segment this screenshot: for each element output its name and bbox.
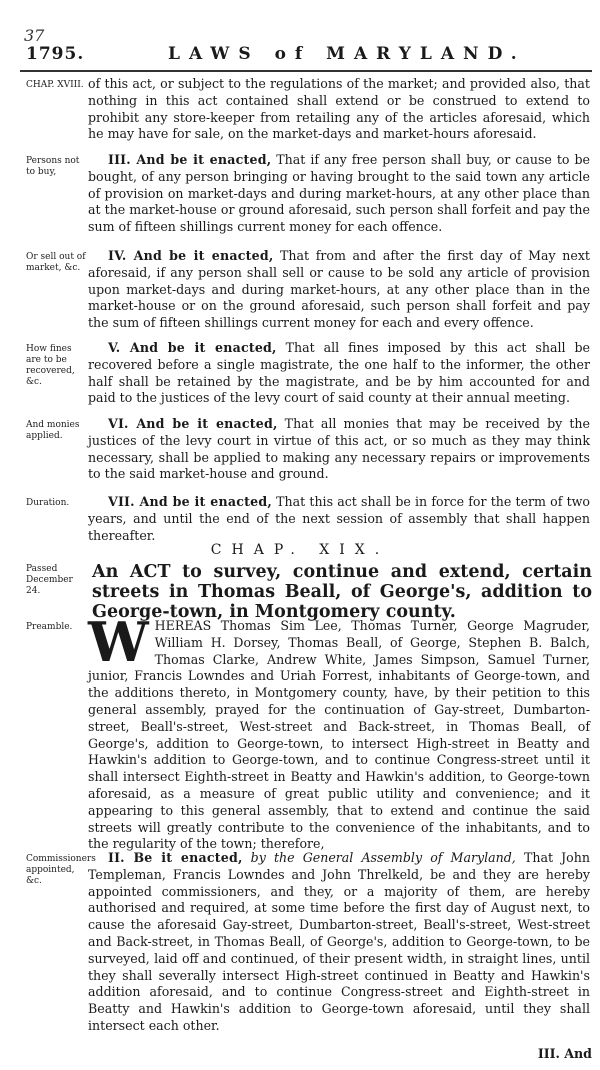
section-text: That if any free person shall buy, or cause to be bought, of any person bringing or having brought to the said town any article of provision on market-days and during market-hours, at any other place than at the market-house or ground aforesaid, such person shall forfeit and pay the sum of fifteen shillings current money for each offence.: [88, 152, 590, 235]
preamble-body: [88, 610, 590, 853]
handwritten-page-number: 37: [24, 26, 45, 45]
preamble-text: HEREAS Thomas Sim Lee, Thomas Turner, George Magruder, William H. Dorsey, Thomas Beall, of George, Stephen B. Balch, Thomas Clarke, Andrew White, James Simpson, Samuel Turner, junior, Francis Lowndes and Uriah Forrest, inhabitants of George-town, and the additions thereto, in Montgomery county, have, by their petition to this general assembly, prayed for the continuation of Gay-street, Dumbarton-street, Beall's-street, West-street and Back-street, in Thomas Beall, of George's, addition to George-town, to intersect High-street in Beatty and Hawkin's addition to George-town, and to continue Congress-street until it shall intersect Eighth-street in Beatty and Hawkin's addition, to George-town aforesaid, as a measure of great public utility and convenience; and it appearing to this general assembly, that to extend and continue the said streets will greatly contribute to the convenience of the inhabitants, and to the regularity of the town; therefore,: [88, 618, 590, 852]
side-note: CHAP. XVIII.: [26, 80, 84, 90]
section-body: [88, 494, 590, 544]
section-lead: VI. And be it enacted,: [108, 416, 278, 431]
side-note-commissioners: Commissioners appointed, &c.: [26, 854, 96, 886]
section-text: That all monies that may be received by the justices of the levy court in virtue of this act, or so much as they may think necessary, shall be applied to making any necessary repairs or improvements to the said market-house and ground.: [88, 416, 590, 482]
section-italic: by the General Assembly of Maryland,: [250, 850, 516, 865]
side-note-passed: Passed December 24.: [26, 564, 73, 596]
chapter-heading: CHAP. XIX.: [210, 542, 390, 558]
section-body: [88, 152, 590, 236]
year-label: 1795.: [26, 44, 85, 64]
act-title: An ACT to survey, continue and extend, certain streets in Thomas Beall, of George's, addition to George-town, in Montgomery county.: [92, 562, 592, 622]
catchword: III. And: [537, 1046, 592, 1061]
section-body: [88, 248, 590, 332]
side-note: Duration.: [26, 498, 70, 508]
page-header: [20, 26, 590, 68]
section-body: [88, 416, 590, 483]
section-text: That all fines imposed by this act shall be recovered before a single magistrate, the one half to the informer, the other half shall be retained by the magistrate, and be by him accounted for and paid to the justices of the levy court of said county at their annual meeting.: [88, 340, 590, 406]
side-note: How fines are to be recovered, &c.: [26, 344, 75, 387]
section-body: [88, 340, 590, 407]
section-text: of this act, or subject to the regulations of the market; and provided also, that nothing in this act contained shall extend or be construed to extend to prohibit any store-keeper from retailing any of the articles aforesaid, which he may have for sale, on the market-days and market-hours aforesaid.: [88, 76, 590, 142]
section-lead: II. Be it enacted,: [108, 850, 243, 865]
section-lead: III. And be it enacted,: [108, 152, 272, 167]
section-lead: V. And be it enacted,: [108, 340, 277, 355]
section-text: That John Templeman, Francis Lowndes and John Threlkeld, be and they are hereby appointed commissioners, and they, or a majority of them, are hereby authorised and required, at some time before the first day of August next, to cause the aforesaid Gay-street, Dumbarton-street, Beall's-street, West-street and Back-street, in Thomas Beall, of George's, addition to George-town, to be surveyed, laid off and continued, of their present width, in straight lines, until they shall severally intersect High-street continued in Beatty and Hawkin's addition aforesaid, and to continue Congress-street and Eighth-street in Beatty and Hawkin's addition to George-town aforesaid, until they shall intersect each other.: [88, 850, 590, 1033]
section-lead: IV. And be it enacted,: [108, 248, 274, 263]
section-body: [88, 850, 590, 1035]
drop-cap: W: [88, 610, 149, 674]
side-note-preamble: Preamble.: [26, 622, 73, 632]
section-text: That this act shall be in force for the term of two years, and until the end of the next session of assembly that shall happen thereafter.: [88, 494, 590, 543]
running-title: LAWS of MARYLAND.: [168, 44, 526, 64]
side-note: Persons not to buy,: [26, 156, 80, 177]
section-lead: VII. And be it enacted,: [108, 494, 272, 509]
header-rule: [20, 70, 592, 72]
section-text: That from and after the first day of May next aforesaid, if any person shall sell or cause to be sold any article of provision upon market-days and during market-hours, at any other place than in the market-house or on the ground aforesaid, such person shall forfeit and pay the sum of fifteen shillings current money for each and every offence.: [88, 248, 590, 331]
side-note: Or sell out of market, &c.: [26, 252, 86, 273]
side-note: And monies applied.: [26, 420, 80, 441]
